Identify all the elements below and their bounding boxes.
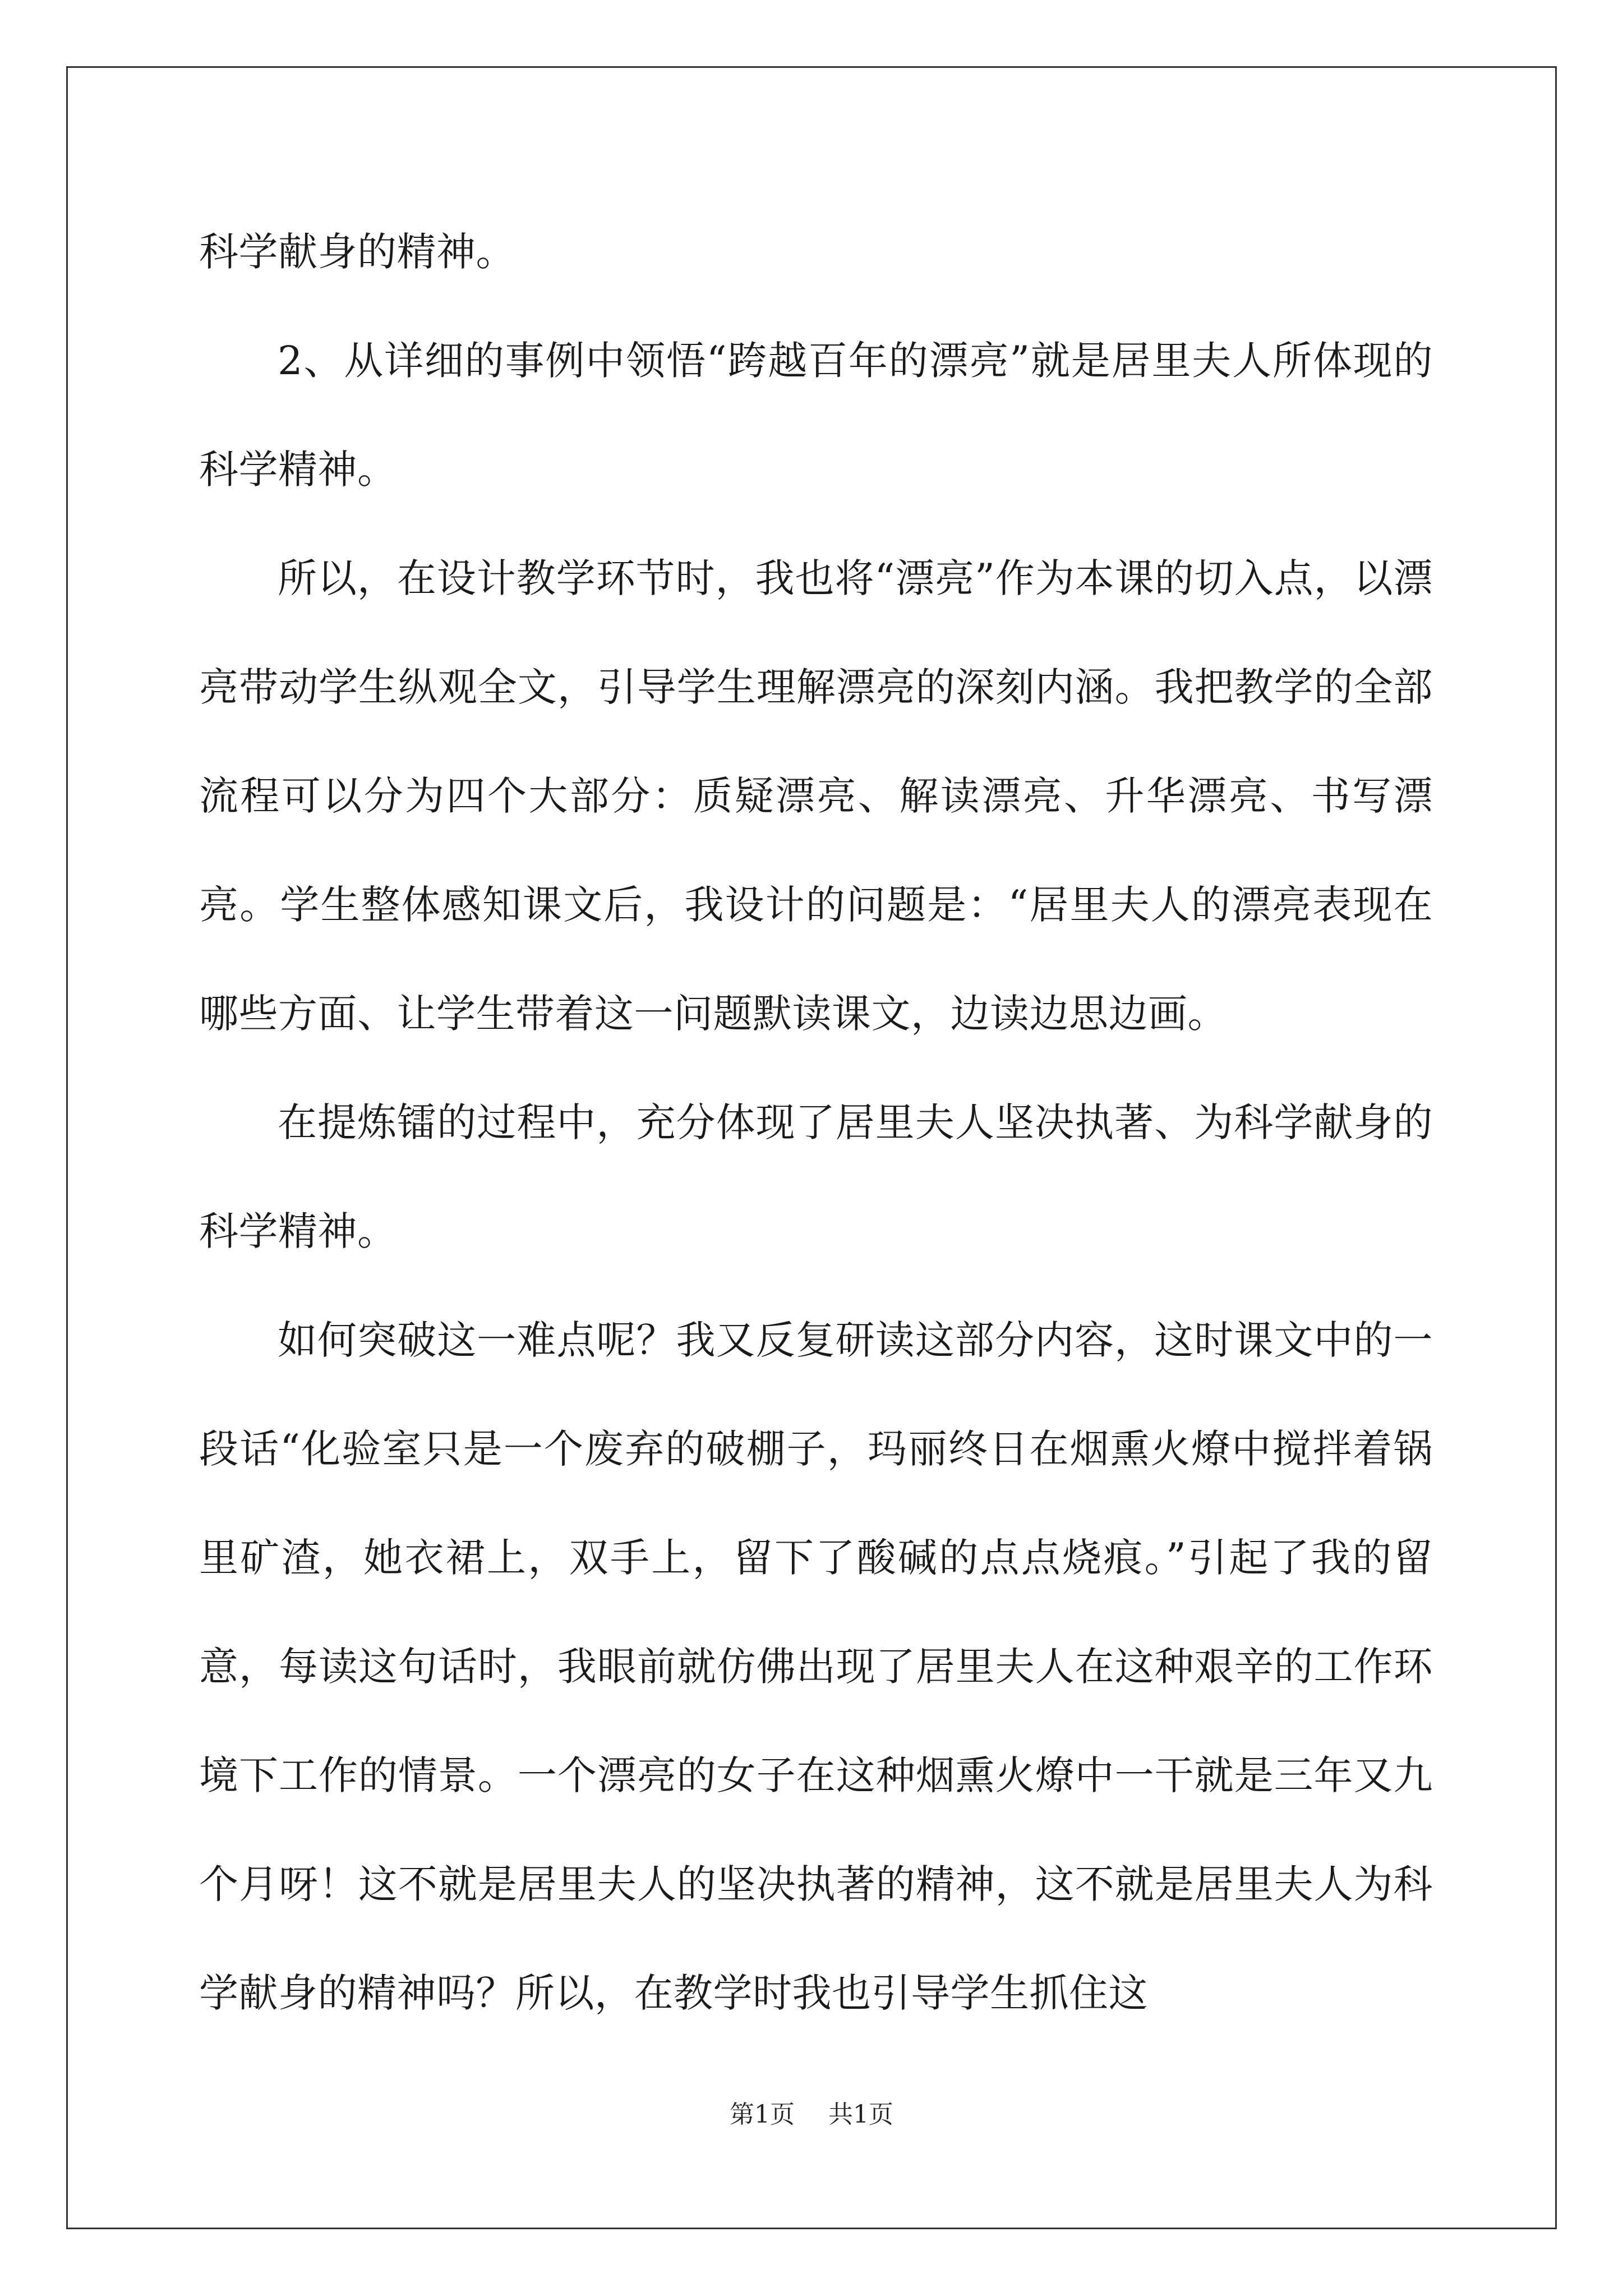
page-number-current: 第1页 — [730, 2100, 795, 2129]
paragraph-3: 所以，在设计教学环节时，我也将“漂亮”作为本课的切入点，以漂亮带动学生纵观全文，引导学生理解漂亮的深刻内涵。我把教学的全部流程可以分为四个大部分：质疑漂亮、解读漂亮、升华漂亮、书写漂亮。学生整体感知课文后，我设计的问题是：“居里夫人的漂亮表现在哪些方面、让学生带着这一问题默读课文，边读边思边画。 — [199, 555, 1433, 1037]
document-body — [199, 197, 1433, 2047]
page-number-total: 共1页 — [828, 2100, 893, 2129]
paragraph-2: 2、从详细的事例中领悟“跨越百年的漂亮”就是居里夫人所体现的科学精神。 — [199, 338, 1433, 493]
page-footer — [0, 2098, 1623, 2132]
paragraph-5: 如何突破这一难点呢？我又反复研读这部分内容，这时课文中的一段话“化验室只是一个废弃的破棚子，玛丽终日在烟熏火燎中搅拌着锅里矿渣，她衣裙上，双手上，留下了酸碱的点点烧痕。”引起了我的留意，每读这句话时，我眼前就仿佛出现了居里夫人在这种艰辛的工作环境下工作的情景。一个漂亮的女子在这种烟熏火燎中一干就是三年又九个月呀！这不就是居里夫人的坚决执著的精神，这不就是居里夫人为科学献身的精神吗？所以，在教学时我也引导学生抓住这 — [199, 1317, 1433, 2016]
paragraph-4: 在提炼镭的过程中，充分体现了居里夫人坚决执著、为科学献身的科学精神。 — [199, 1099, 1433, 1254]
paragraph-1: 科学献身的精神。 — [199, 229, 515, 275]
